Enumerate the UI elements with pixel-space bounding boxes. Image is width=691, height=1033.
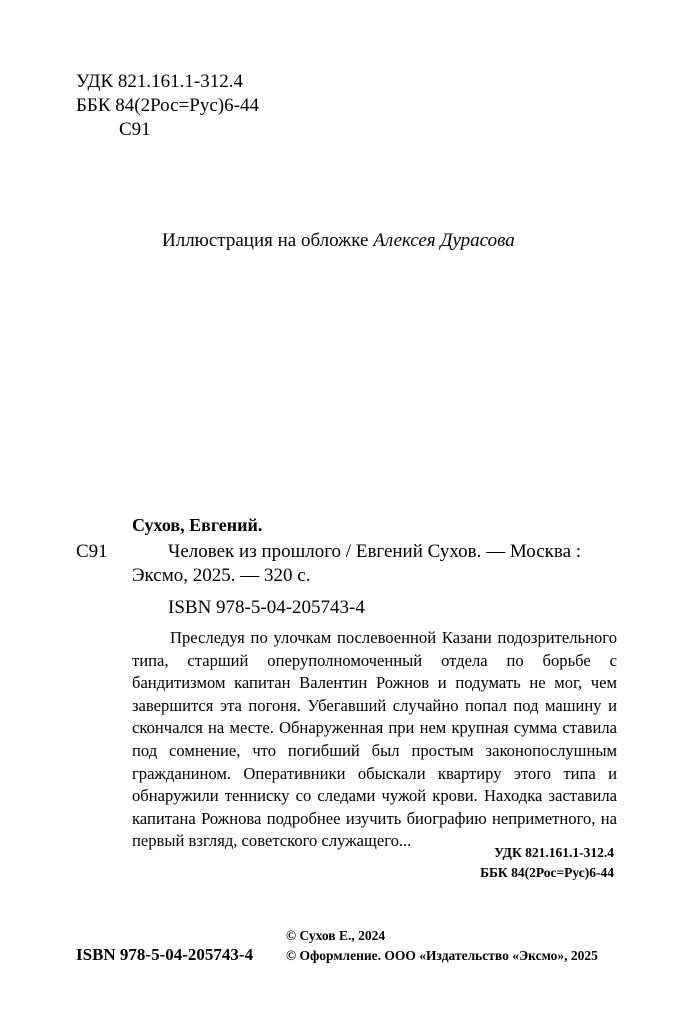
udk-code: УДК 821.161.1-312.4	[76, 71, 243, 92]
bbk-code: ББК 84(2Рос=Рус)6-44	[76, 95, 259, 116]
copyright-author: © Сухов Е., 2024	[286, 928, 386, 943]
annotation	[132, 627, 617, 853]
catalog-author: Сухов, Евгений.	[132, 515, 263, 535]
illustration-artist: Алексея Дурасова	[373, 230, 515, 251]
catalog-isbn: ISBN 978-5-04-205743-4	[168, 597, 365, 618]
catalog-author-mark: С91	[76, 541, 108, 562]
annotation-text: Преследуя по улочкам послевоенной Казани подозрительного типа, старший оперуполномоченный отдела по борьбе с бандитизмом капитан Валентин Рожнов и подумать не мог, чем завершится эта погоня. Убегавший случайно попал под машину и скончался на месте. Обнаруженная при нем крупная сумма ставила под сомнение, что погибший был простым законопослушным гражданином. Оперативники обыскали квартиру этого типа и обнаружили тенниску со следами чужой крови. Находка заставила капитана Рожнова подробнее изучить биографию неприметного, на первый взгляд, советского служащего...	[132, 628, 617, 851]
illustration-prefix: Иллюстрация на обложке	[162, 230, 374, 251]
illustration-credit	[162, 229, 515, 253]
right-udk-code: УДК 821.161.1-312.4	[494, 845, 614, 860]
copyright-design: © Оформление. ООО «Издательство «Эксмо», 2025	[286, 948, 598, 963]
footer-isbn: ISBN 978-5-04-205743-4	[76, 945, 254, 964]
author-mark-code: С91	[119, 119, 151, 140]
catalog-title-line: Человек из прошлого / Евгений Сухов. — Москва :	[168, 541, 582, 562]
catalog-publisher-line: Эксмо, 2025. — 320 с.	[132, 565, 311, 586]
right-bbk-code: ББК 84(2Рос=Рус)6-44	[480, 865, 614, 880]
